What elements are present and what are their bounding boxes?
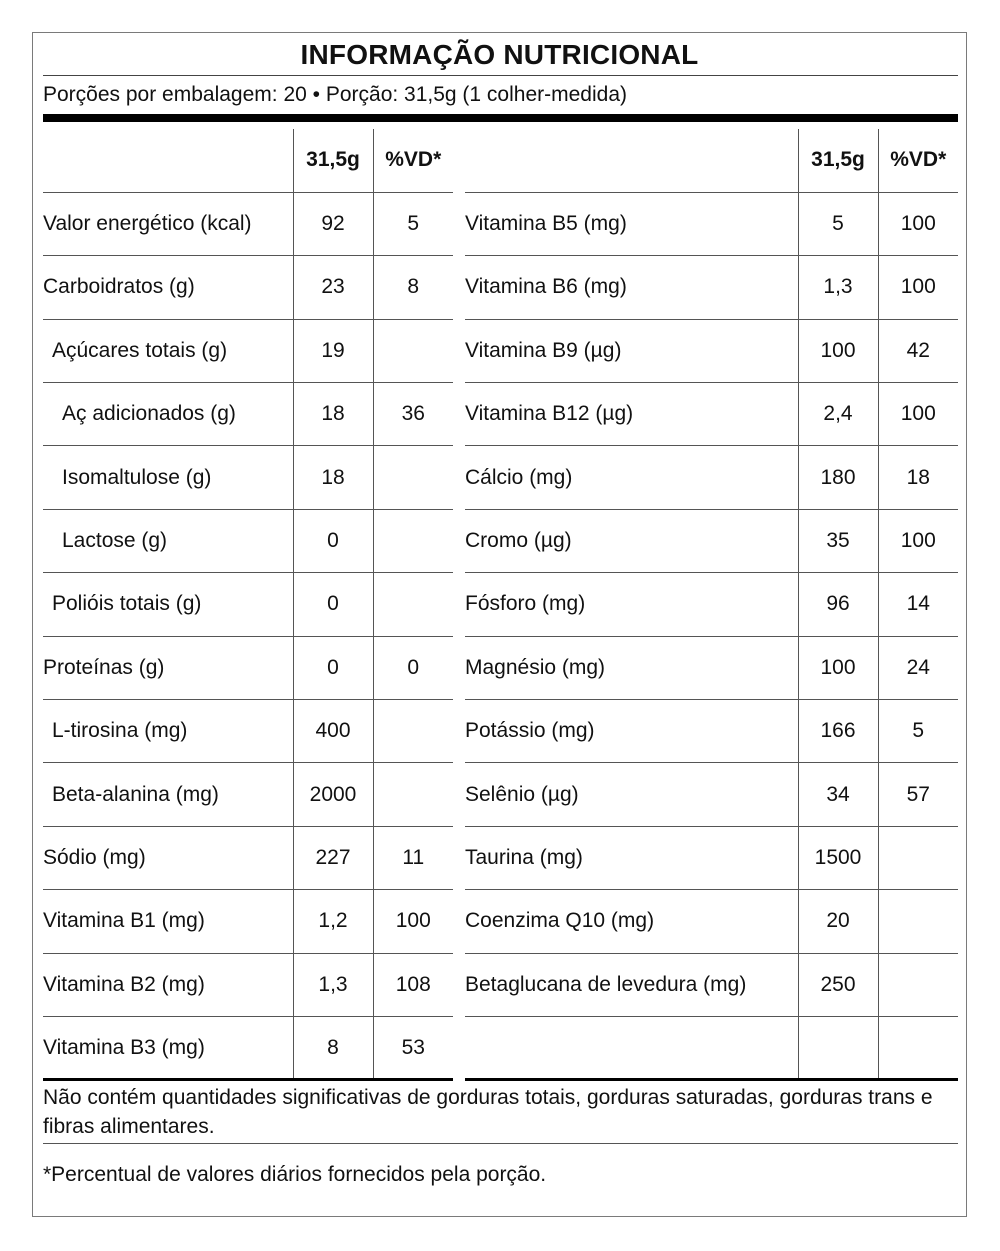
nutrient-name: Vitamina B1 (mg) (43, 890, 293, 953)
title-divider (43, 75, 958, 76)
table-row (465, 826, 958, 889)
nutrient-qty: 18 (293, 446, 373, 509)
nutrient-vd (373, 509, 453, 572)
nutrient-name: Fósforo (mg) (465, 573, 798, 636)
nutrient-name: Magnésio (mg) (465, 636, 798, 699)
table-row (465, 700, 958, 763)
nutrient-vd (878, 826, 958, 889)
nutrient-name: Proteínas (g) (43, 636, 293, 699)
nutrient-qty: 20 (798, 890, 878, 953)
nutrient-vd: 53 (373, 1016, 453, 1079)
nutrient-vd: 57 (878, 763, 958, 826)
table-row (43, 700, 453, 763)
nutrient-name: Vitamina B9 (µg) (465, 319, 798, 382)
nutrient-table-right (465, 129, 958, 1081)
header-blank-cell (465, 129, 798, 192)
table-row (43, 1016, 453, 1079)
table-row (465, 636, 958, 699)
nutrient-qty: 23 (293, 256, 373, 319)
thick-divider-bar (43, 114, 958, 122)
vd-footnote: *Percentual de valores diários fornecidos pela porção. (43, 1163, 547, 1186)
footer-divider (43, 1143, 958, 1144)
nutrient-name: Sódio (mg) (43, 826, 293, 889)
nutrient-name: Aç adicionados (g) (43, 383, 293, 446)
nutrient-vd: 100 (878, 192, 958, 255)
header-vd: %VD* (878, 129, 958, 192)
servings-info: Porções por embalagem: 20 • Porção: 31,5g (1 colher-medida) (43, 83, 627, 106)
table-row (43, 446, 453, 509)
nutrient-vd: 108 (373, 953, 453, 1016)
nutrient-vd: 100 (878, 256, 958, 319)
nutrient-name (465, 1016, 798, 1079)
table-row (465, 192, 958, 255)
nutrient-qty: 19 (293, 319, 373, 382)
nutrient-name: Coenzima Q10 (mg) (465, 890, 798, 953)
nutrient-name: Vitamina B3 (mg) (43, 1016, 293, 1079)
nutrient-vd (373, 573, 453, 636)
nutrient-qty: 1,3 (293, 953, 373, 1016)
table-row (465, 509, 958, 572)
nutrient-name: Valor energético (kcal) (43, 192, 293, 255)
nutrient-vd (878, 1016, 958, 1079)
nutrient-name: Vitamina B5 (mg) (465, 192, 798, 255)
table-row (43, 826, 453, 889)
table-row (465, 573, 958, 636)
table-row (465, 763, 958, 826)
header-vd: %VD* (373, 129, 453, 192)
nutrient-vd (373, 319, 453, 382)
table-row (43, 573, 453, 636)
not-significant-note: Não contém quantidades significativas de gorduras totais, gorduras saturadas, gorduras trans e fibras alimentares. (43, 1086, 933, 1138)
table-row (43, 890, 453, 953)
header-blank-cell (43, 129, 293, 192)
nutrient-vd: 100 (878, 383, 958, 446)
nutrient-qty: 0 (293, 573, 373, 636)
nutrient-vd (878, 953, 958, 1016)
nutrient-name: Polióis totais (g) (43, 573, 293, 636)
table-row (43, 256, 453, 319)
nutrient-vd: 14 (878, 573, 958, 636)
table-header-row (465, 129, 958, 192)
nutrient-qty: 0 (293, 509, 373, 572)
nutrient-vd: 8 (373, 256, 453, 319)
table-row (43, 763, 453, 826)
nutrient-vd (373, 763, 453, 826)
table-row (43, 192, 453, 255)
nutrient-name: Beta-alanina (mg) (43, 763, 293, 826)
nutrient-table-left (43, 129, 453, 1081)
nutrient-vd: 18 (878, 446, 958, 509)
nutrient-name: Açúcares totais (g) (43, 319, 293, 382)
nutrient-vd: 100 (373, 890, 453, 953)
nutrient-qty: 18 (293, 383, 373, 446)
header-portion: 31,5g (798, 129, 878, 192)
label-title: INFORMAÇÃO NUTRICIONAL (300, 39, 699, 70)
nutrient-name: Vitamina B2 (mg) (43, 953, 293, 1016)
nutrient-name: Vitamina B12 (µg) (465, 383, 798, 446)
nutrient-name: Cromo (µg) (465, 509, 798, 572)
nutrient-vd: 0 (373, 636, 453, 699)
nutrient-name: Vitamina B6 (mg) (465, 256, 798, 319)
nutrient-qty: 92 (293, 192, 373, 255)
nutrient-name: Betaglucana de levedura (mg) (465, 953, 798, 1016)
nutrient-name: Selênio (µg) (465, 763, 798, 826)
nutrient-qty: 96 (798, 573, 878, 636)
nutrient-name: Isomaltulose (g) (43, 446, 293, 509)
nutrient-qty: 250 (798, 953, 878, 1016)
nutrient-name: Lactose (g) (43, 509, 293, 572)
nutrient-qty: 100 (798, 636, 878, 699)
nutrient-vd: 42 (878, 319, 958, 382)
table-row (465, 256, 958, 319)
nutrient-qty: 180 (798, 446, 878, 509)
nutrient-vd (373, 700, 453, 763)
nutrient-qty: 1,3 (798, 256, 878, 319)
nutrient-qty: 0 (293, 636, 373, 699)
table-row (43, 319, 453, 382)
table-row (465, 383, 958, 446)
table-row (43, 383, 453, 446)
table-row (43, 636, 453, 699)
table-row (465, 953, 958, 1016)
nutrient-qty: 2000 (293, 763, 373, 826)
nutrient-qty: 400 (293, 700, 373, 763)
nutrient-qty: 8 (293, 1016, 373, 1079)
table-row (43, 509, 453, 572)
nutrient-qty: 34 (798, 763, 878, 826)
nutrient-qty: 35 (798, 509, 878, 572)
nutrient-name: Potássio (mg) (465, 700, 798, 763)
nutrient-qty: 100 (798, 319, 878, 382)
nutrient-qty: 2,4 (798, 383, 878, 446)
table-row (465, 446, 958, 509)
nutrient-qty (798, 1016, 878, 1079)
nutrition-label (32, 32, 967, 1217)
nutrient-name: Carboidratos (g) (43, 256, 293, 319)
table-row (465, 319, 958, 382)
nutrient-qty: 227 (293, 826, 373, 889)
nutrient-vd: 11 (373, 826, 453, 889)
table-header-row (43, 129, 453, 192)
nutrient-name: Cálcio (mg) (465, 446, 798, 509)
table-row (43, 953, 453, 1016)
nutrient-vd: 5 (878, 700, 958, 763)
table-row (465, 1016, 958, 1079)
nutrient-vd: 36 (373, 383, 453, 446)
nutrient-vd (878, 890, 958, 953)
nutrient-qty: 1,2 (293, 890, 373, 953)
header-portion: 31,5g (293, 129, 373, 192)
nutrient-name: Taurina (mg) (465, 826, 798, 889)
nutrient-vd: 5 (373, 192, 453, 255)
nutrient-name: L-tirosina (mg) (43, 700, 293, 763)
nutrient-vd (373, 446, 453, 509)
nutrient-vd: 100 (878, 509, 958, 572)
nutrient-qty: 5 (798, 192, 878, 255)
table-row (465, 890, 958, 953)
nutrient-qty: 166 (798, 700, 878, 763)
nutrient-vd: 24 (878, 636, 958, 699)
nutrient-qty: 1500 (798, 826, 878, 889)
